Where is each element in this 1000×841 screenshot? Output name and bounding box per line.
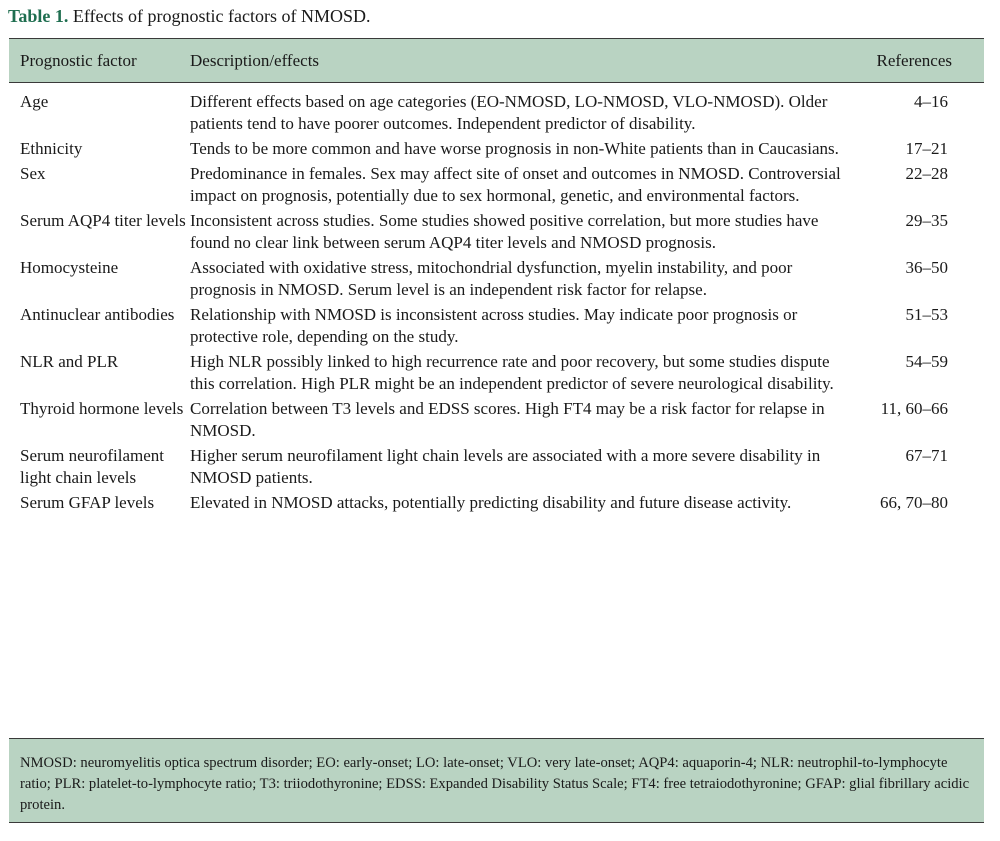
- prognostic-factors-table: [9, 38, 984, 522]
- description-cell: Higher serum neurofilament light chain levels are associated with a more severe disability in NMOSD patients.: [190, 446, 821, 487]
- table-row: [9, 163, 984, 210]
- table-row: [9, 492, 984, 522]
- factor-cell: Homocysteine: [20, 258, 119, 277]
- factor-cell: Ethnicity: [20, 139, 83, 158]
- factor-cell: Serum neurofilament light chain levels: [20, 446, 164, 487]
- description-cell: High NLR possibly linked to high recurrence rate and poor recovery, but some studies dispute this correlation. High PLR might be an independent predictor of severe neurological disability.: [190, 352, 834, 393]
- factor-cell: Serum AQP4 titer levels: [20, 211, 186, 230]
- references-cell: 4–16: [914, 92, 948, 111]
- description-cell: Tends to be more common and have worse prognosis in non-White patients than in Caucasians.: [190, 139, 839, 158]
- references-cell: 17–21: [905, 139, 948, 158]
- references-cell: 22–28: [905, 164, 948, 183]
- table-row: [9, 138, 984, 163]
- description-cell: Elevated in NMOSD attacks, potentially predicting disability and future disease activity.: [190, 493, 792, 512]
- table-footnote: NMOSD: neuromyelitis optica spectrum disorder; EO: early-onset; LO: late-onset; VLO: very late-onset; AQP4: aquaporin-4; NLR: neutrophil-to-lymphocyte ratio; PLR: platelet-to-lymphocyte ratio; T3: triiodothyronine; EDSS: Expanded Disability Status Scale; FT4: free tetraiodothyronine; GFAP: glial fibrillary acidic protein.: [9, 738, 984, 823]
- factor-cell: Age: [20, 92, 49, 111]
- references-cell: 11, 60–66: [880, 399, 948, 418]
- column-header-description: Description/effects: [190, 50, 320, 70]
- table-row: [9, 257, 984, 304]
- table-row: [9, 351, 984, 398]
- references-cell: 29–35: [905, 211, 948, 230]
- table-container: [9, 38, 984, 522]
- references-cell: 54–59: [905, 352, 948, 371]
- table-row: [9, 210, 984, 257]
- table-row: [9, 398, 984, 445]
- factor-cell: Serum GFAP levels: [20, 493, 155, 512]
- table-header-row: [9, 39, 984, 83]
- table-row: [9, 83, 984, 139]
- table-caption: [8, 6, 370, 27]
- description-cell: Inconsistent across studies. Some studies showed positive correlation, but more studies have found no clear link between serum AQP4 titer levels and NMOSD prognosis.: [190, 211, 819, 252]
- table-row: [9, 304, 984, 351]
- table-number: Table 1.: [8, 6, 69, 26]
- factor-cell: Antinuclear antibodies: [20, 305, 175, 324]
- description-cell: Relationship with NMOSD is inconsistent across studies. May indicate poor prognosis or protective role, depending on the study.: [190, 305, 798, 346]
- description-cell: Predominance in females. Sex may affect site of onset and outcomes in NMOSD. Controversial impact on prognosis, potentially due to sex hormonal, genetic, and environmental factors.: [190, 164, 841, 205]
- references-cell: 51–53: [905, 305, 948, 324]
- column-header-references: References: [876, 50, 952, 70]
- description-cell: Associated with oxidative stress, mitochondrial dysfunction, myelin instability, and poor prognosis in NMOSD. Serum level is an independent risk factor for relapse.: [190, 258, 793, 299]
- factor-cell: Sex: [20, 164, 46, 183]
- references-cell: 66, 70–80: [880, 493, 948, 512]
- references-cell: 67–71: [905, 446, 948, 465]
- column-header-factor: Prognostic factor: [20, 50, 137, 70]
- references-cell: 36–50: [905, 258, 948, 277]
- factor-cell: Thyroid hormone levels: [20, 399, 184, 418]
- table-title: Effects of prognostic factors of NMOSD.: [72, 6, 371, 26]
- description-cell: Different effects based on age categories (EO-NMOSD, LO-NMOSD, VLO-NMOSD). Older patients tend to have poorer outcomes. Independent predictor of disability.: [190, 92, 828, 133]
- factor-cell: NLR and PLR: [20, 352, 119, 371]
- description-cell: Correlation between T3 levels and EDSS scores. High FT4 may be a risk factor for relapse in NMOSD.: [190, 399, 825, 440]
- table-row: [9, 445, 984, 492]
